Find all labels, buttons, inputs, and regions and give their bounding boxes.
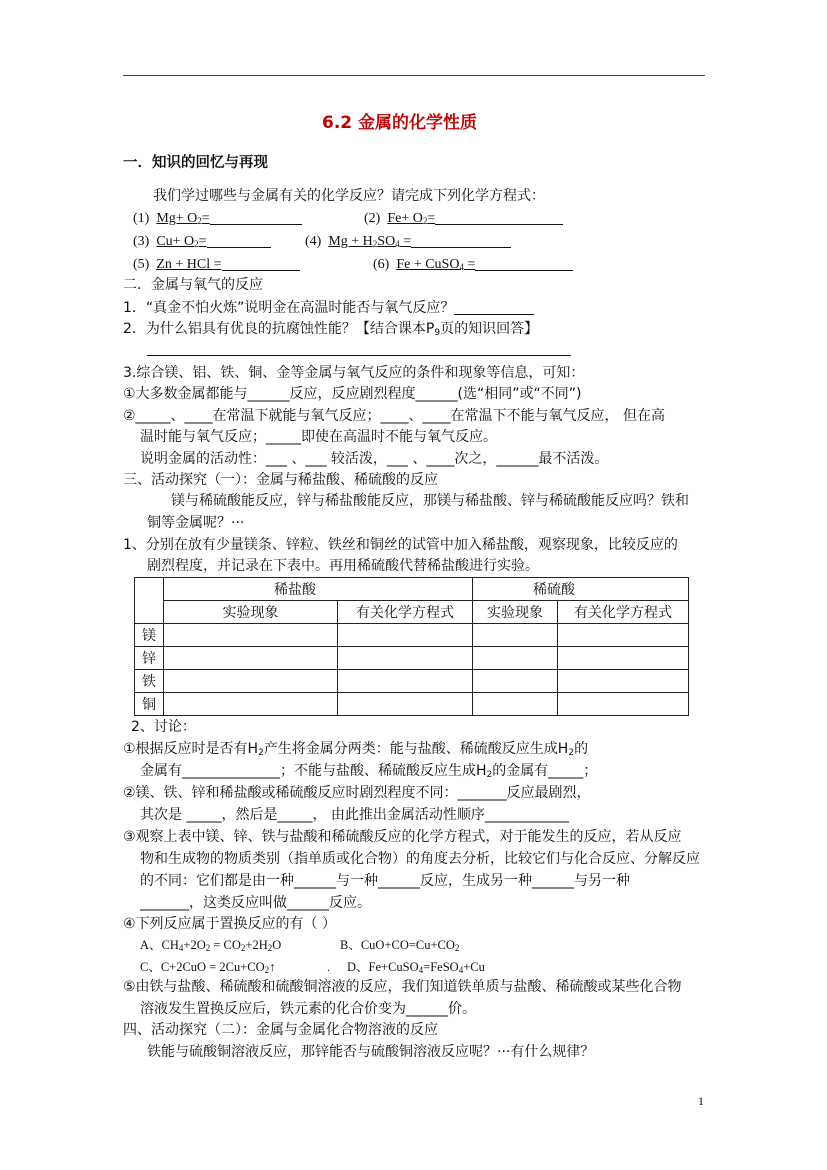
section-heading-4: 四、活动探究（二）：金属与金属化合物溶液的反应 <box>123 1022 438 1038</box>
answer-blank[interactable] <box>435 210 563 225</box>
intro-text: 我们学过哪些与金属有关的化学反应？请完成下列化学方程式： <box>153 188 545 204</box>
table-row <box>135 624 689 647</box>
table-corner <box>135 578 164 624</box>
section-3-paragraph: 镁与稀硫酸能反应，锌与稀盐酸能反应，那镁与稀盐酸、锌与稀硫酸能反应吗？铁和 <box>171 493 689 509</box>
table-cell[interactable] <box>558 624 689 647</box>
experiment-table <box>134 577 689 716</box>
discussion-1: ①根据反应时是否有$H_2$产生将金属分两类：能与盐酸、稀硫酸反应生成$H_2$的 <box>123 741 589 758</box>
table-col-header: 实验现象 <box>473 601 558 624</box>
question-3-conclusion: 说明金属的活动性：___ 、___ 较活泼，___ 、____次之，______最不活泼。 <box>140 451 609 467</box>
table-cell[interactable] <box>338 670 473 693</box>
discussion-5: ⑤由铁与盐酸、稀硫酸和硫酸铜溶液的反应，我们知道铁单质与盐酸、稀硫酸或某些化合物 <box>123 979 682 995</box>
section-3-task: 1、分别在放有少量镁条、锌粒、铁丝和铜丝的试管中加入稀盐酸，观察现象，比较反应的 <box>123 537 678 553</box>
question-3-item-2-cont: 温时能与氧气反应；_____即使在高温时不能与氧气反应。 <box>140 429 497 445</box>
section-3-paragraph-cont: 铜等金属呢？··· <box>147 515 245 531</box>
table-cell[interactable] <box>164 647 338 670</box>
table-cell[interactable] <box>558 693 689 716</box>
option-b[interactable]: B、$CuO+CO=Cu+CO_2$ <box>340 938 460 953</box>
table-cell[interactable] <box>558 670 689 693</box>
table-col-header: 有关化学方程式 <box>338 601 473 624</box>
answer-line[interactable] <box>147 355 571 356</box>
table-row <box>135 670 689 693</box>
equation-6: (6) Fe + CuSO$_4$ = <box>373 256 573 274</box>
table-cell[interactable] <box>558 647 689 670</box>
discussion-2-cont: 其次是 _____，然后是_____， 由此推出金属活动性顺序____________ <box>140 807 569 823</box>
table-cell[interactable] <box>164 670 338 693</box>
answer-blank[interactable] <box>411 233 511 248</box>
table-cell[interactable] <box>473 670 558 693</box>
table-cell[interactable] <box>473 647 558 670</box>
table-header-h2so4: 稀硫酸 <box>473 578 689 601</box>
row-label: 铜 <box>135 693 164 716</box>
answer-blank[interactable] <box>210 210 302 225</box>
row-label: 锌 <box>135 647 164 670</box>
table-cell[interactable] <box>338 693 473 716</box>
discussion-1-cont: 金属有______________；不能与盐酸、稀硫酸反应生成$H_2$的金属有_____； <box>140 763 598 780</box>
page-number: 1 <box>698 1094 704 1108</box>
section-3-task-cont: 剧烈程度，并记录在下表中。再用稀硫酸代替稀盐酸进行实验。 <box>147 558 539 574</box>
table-cell[interactable] <box>338 647 473 670</box>
section-4-paragraph: 铁能与硫酸铜溶液反应，那锌能否与硫酸铜溶液反应呢？···有什么规律？ <box>147 1044 595 1060</box>
discussion-3: ③观察上表中镁、锌、铁与盐酸和稀硫酸反应的化学方程式，对于能发生的反应，若从反应 <box>123 829 682 845</box>
section-heading-1: 一．知识的回忆与再现 <box>123 155 268 171</box>
option-c[interactable]: C、$C+2CuO = 2Cu+CO_2↑$ <box>140 960 276 975</box>
equation-5: (5) Zn + HCl = <box>133 256 300 274</box>
question-3-item-1: ①大多数金属都能与______反应，反应剧烈程度______(选“相同”或“不同”) <box>123 386 582 402</box>
equation-3: (3) $Cu+ O_2=$ <box>133 233 271 251</box>
discussion-3-cont: _______，这类反应叫做______反应。 <box>140 895 371 911</box>
answer-blank[interactable] <box>207 233 271 248</box>
discussion-4: ④下列反应属于置换反应的有（ ） <box>123 916 337 932</box>
option-d[interactable]: D、Fe+CuSO$_4$=FeSO$_4$+Cu <box>347 960 485 975</box>
row-label: 铁 <box>135 670 164 693</box>
table-cell[interactable] <box>164 693 338 716</box>
table-row <box>135 647 689 670</box>
table-col-header: 有关化学方程式 <box>558 601 689 624</box>
section-heading-2: 二．金属与氧气的反应 <box>123 277 263 293</box>
table-cell[interactable] <box>164 624 338 647</box>
dot-mark: . <box>327 960 331 974</box>
question-1: 1．“真金不怕火炼”说明金在高温时能否与氧气反应？ <box>123 299 534 317</box>
table-cell[interactable] <box>473 693 558 716</box>
equation-2: (2) $Fe+ O_2=$ <box>364 210 563 228</box>
discussion-3-cont: 的不同：它们都是由一种______与一种______反应，生成另一种______与另一种 <box>140 873 630 889</box>
answer-blank[interactable] <box>454 300 534 315</box>
question-3-item-2: ②_____、____在常温下就能与氧气反应；____、____在常温下不能与氧气反应， 但在高 <box>123 408 665 424</box>
table-cell[interactable] <box>473 624 558 647</box>
table-cell[interactable] <box>338 624 473 647</box>
question-3: 3.综合镁、铝、铁、铜、金等金属与氧气反应的条件和现象等信息，可知： <box>123 365 585 381</box>
answer-blank[interactable] <box>222 256 300 271</box>
section-heading-3: 三、活动探究（一）：金属与稀盐酸、稀硫酸的反应 <box>123 472 438 488</box>
discussion-3-cont: 物和生成物的物质类别（指单质或化合物）的角度去分析，比较它们与化合反应、分解反应 <box>140 851 700 867</box>
table-col-header: 实验现象 <box>164 601 338 624</box>
equation-4: (4) $Mg + H_2SO_4$ = <box>305 233 511 251</box>
option-a[interactable]: A、$CH_4+2O_2 = CO_2+2H_2O$ <box>140 938 282 953</box>
page-title: 6.2 金属的化学性质 <box>322 113 478 133</box>
question-2: 2．为什么铝具有优良的抗腐蚀性能？【结合课本$P_9$页的知识回答】 <box>123 321 539 338</box>
row-label: 镁 <box>135 624 164 647</box>
equation-1: (1) $Mg+ O_2=$ <box>133 210 302 228</box>
header-rule <box>123 75 705 76</box>
discussion-5-cont: 溶液发生置换反应后，铁元素的化合价变为______价。 <box>140 1001 476 1017</box>
table-header-hcl: 稀盐酸 <box>164 578 473 601</box>
table-row <box>135 693 689 716</box>
answer-blank[interactable] <box>475 256 573 271</box>
discussion-2: ②镁、铁、锌和稀盐酸或稀硫酸反应时剧烈程度不同：_______反应最剧烈， <box>123 785 591 801</box>
discussion-heading: 2、讨论： <box>131 719 196 735</box>
